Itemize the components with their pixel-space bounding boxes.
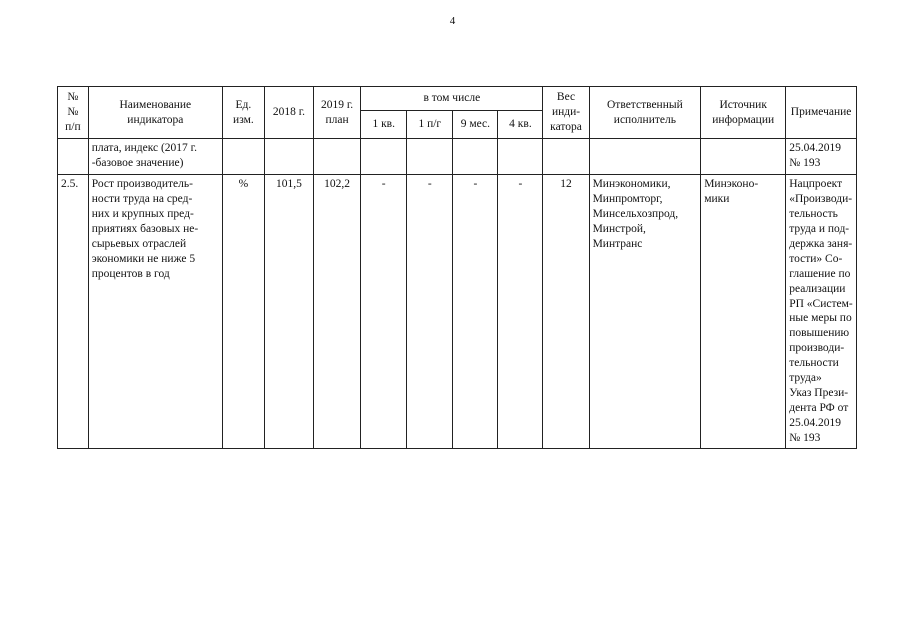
cell-source: Минэконо- мики	[701, 175, 786, 449]
header-number: № № п/п	[58, 87, 89, 139]
header-source: Источник информации	[701, 87, 786, 139]
cell-2018: 101,5	[264, 175, 313, 449]
cell-h1	[407, 139, 453, 175]
header-2018: 2018 г.	[264, 87, 313, 139]
cell-q1: -	[361, 175, 407, 449]
header-executor: Ответственный исполнитель	[589, 87, 701, 139]
cell-note: Нацпроект «Производи- тельность труда и под- держка заня- тости» Со- глашение по реализации РП «Систем- ные меры по повышению производи- тельности труда» Указ Прези- дента РФ от 25.04.2019 № 193	[786, 175, 857, 449]
table-row	[58, 139, 857, 175]
cell-unit: %	[222, 175, 264, 449]
header-h1: 1 п/г	[407, 111, 453, 139]
header-q4: 4 кв.	[498, 111, 543, 139]
cell-9-months	[453, 139, 498, 175]
header-weight: Вес инди- катора	[543, 87, 589, 139]
cell-number: 2.5.	[58, 175, 89, 449]
cell-weight	[543, 139, 589, 175]
cell-executor: Минэкономики, Минпромторг, Минсельхозпрод, Минстрой, Минтранс	[589, 175, 701, 449]
cell-2019-plan: 102,2	[314, 175, 361, 449]
cell-2019-plan	[314, 139, 361, 175]
page-number: 4	[449, 15, 456, 27]
header-indicator-name: Наименование индикатора	[88, 87, 222, 139]
cell-q4: -	[498, 175, 543, 449]
cell-q4	[498, 139, 543, 175]
header-9-months: 9 мес.	[453, 111, 498, 139]
cell-executor	[589, 139, 701, 175]
cell-h1: -	[407, 175, 453, 449]
cell-weight: 12	[543, 175, 589, 449]
table-row	[58, 175, 857, 449]
cell-2018	[264, 139, 313, 175]
cell-9-months: -	[453, 175, 498, 449]
cell-source	[701, 139, 786, 175]
header-row	[58, 87, 857, 111]
cell-q1	[361, 139, 407, 175]
cell-indicator-name: Рост производитель- ности труда на сред- них и крупных пред- приятиях базовых не- сырьевых отраслей экономики не ниже 5 процентов в год	[88, 175, 222, 449]
header-unit: Ед. изм.	[222, 87, 264, 139]
cell-number	[58, 139, 89, 175]
cell-note: 25.04.2019 № 193	[786, 139, 857, 175]
header-including: в том числе	[361, 87, 543, 111]
header-q1: 1 кв.	[361, 111, 407, 139]
cell-unit	[222, 139, 264, 175]
indicators-table	[57, 86, 857, 449]
header-2019-plan: 2019 г. план	[314, 87, 361, 139]
header-note: Примечание	[786, 87, 857, 139]
cell-indicator-name: плата, индекс (2017 г. -базовое значение)	[88, 139, 222, 175]
